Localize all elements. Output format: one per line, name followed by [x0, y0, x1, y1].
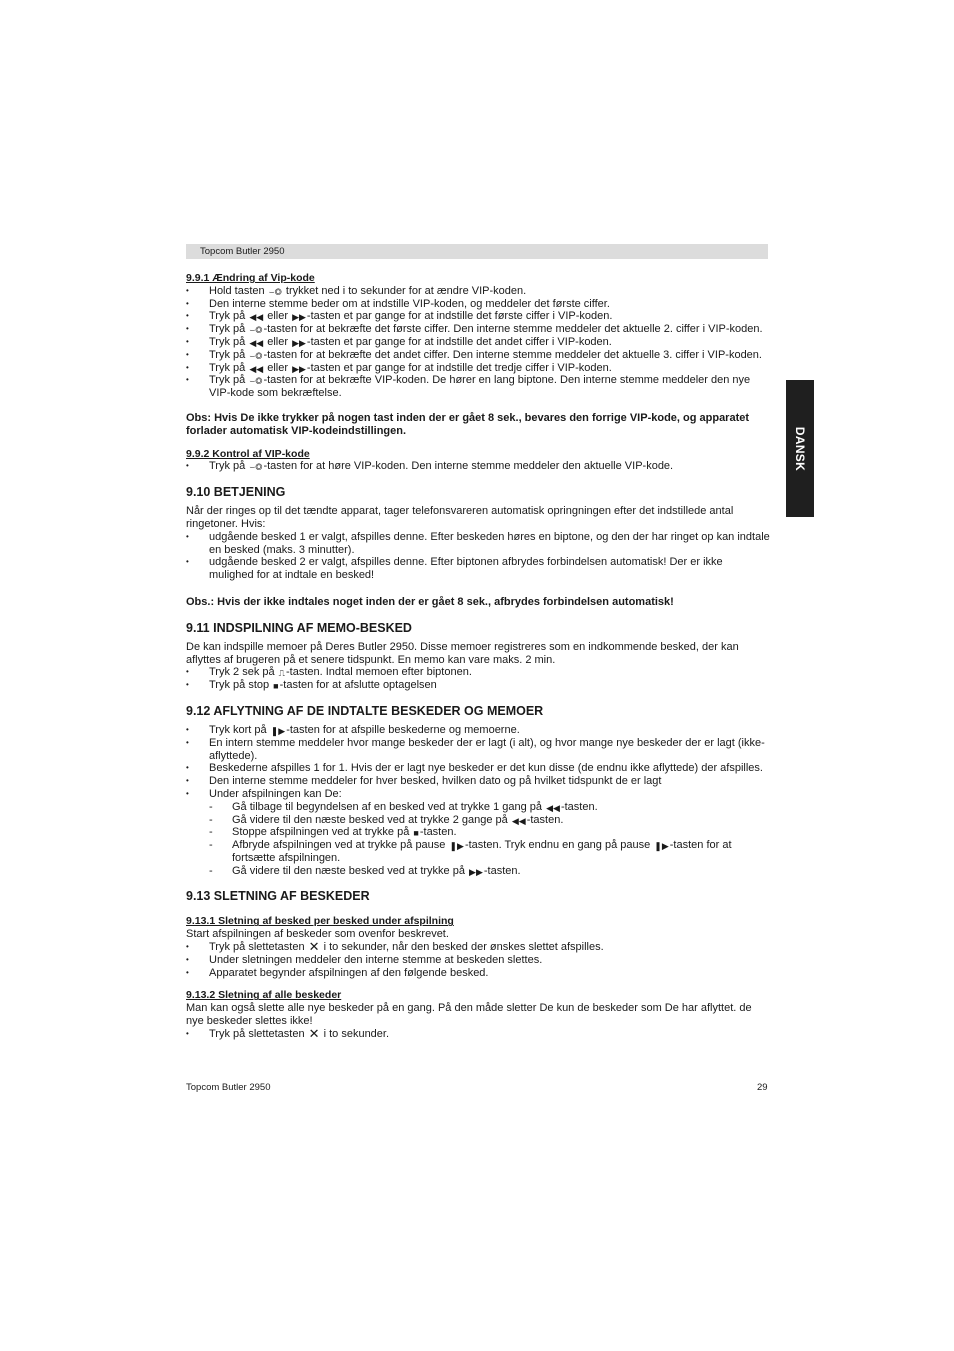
vip-key-icon: ⌣◎: [249, 376, 263, 387]
section-9-13-2-intro: Man kan også slette alle nye beskeder på en gang. På den måde sletter De kun de beskeder som De har aflyttet. de nye beskeder slettes ikke!: [186, 1002, 752, 1028]
list-item: • Apparatet begynder afspilningen af den følgende besked.: [186, 967, 770, 980]
memo-key-icon: ⎍: [278, 668, 285, 679]
section-9-11-title: 9.11 INDSPILNING AF MEMO-BESKED: [186, 620, 412, 635]
delete-icon: ✕: [308, 939, 320, 955]
list-item: • udgående besked 1 er valgt, afspilles denne. Efter beskeden høres en biptone, og den der har ringet op kan indtale en besked (maks. 3 minutter).: [186, 531, 770, 557]
list-item: - Gå videre til den næste besked ved at trykke 2 gange på ◀◀-tasten.: [209, 814, 770, 827]
rewind-icon: ◀◀: [511, 815, 526, 826]
list-item: • Under afspilningen kan De:: [186, 788, 770, 801]
fast-forward-icon: ▶▶: [292, 312, 306, 323]
section-9-10-title: 9.10 BETJENING: [186, 485, 286, 500]
vip-key-icon: ⌣◎: [268, 286, 282, 297]
fast-forward-icon: ▶▶: [469, 866, 483, 877]
list-item: • Den interne stemme meddeler for hver besked, hvilken dato og på hvilket tidspunkt de er lagt: [186, 775, 770, 788]
play-pause-icon: ❚▶: [270, 725, 286, 736]
section-9-9-2-title: 9.9.2 Kontrol af VIP-kode: [186, 447, 310, 460]
list-item: • Tryk på ◀◀ eller ▶▶-tasten et par gange for at indstille det andet ciffer i VIP-koden.: [186, 336, 770, 349]
stop-icon: ■: [273, 681, 279, 692]
stop-icon: ■: [413, 828, 419, 839]
header-bar: [186, 244, 768, 259]
section-9-13-2-title: 9.13.2 Sletning af alle beskeder: [186, 989, 342, 1002]
fast-forward-icon: ▶▶: [292, 337, 306, 348]
vip-key-icon: ⌣◎: [249, 462, 263, 473]
section-9-13-1-intro: Start afspilningen af beskeder som ovenfor beskrevet.: [186, 928, 449, 941]
list-item: • Hold tasten ⌣◎ trykket ned i to sekunder for at ændre VIP-koden.: [186, 285, 770, 298]
list-item: - Gå tilbage til begyndelsen af en besked ved at trykke 1 gang på ◀◀-tasten.: [209, 801, 770, 814]
header-title: Topcom Butler 2950: [200, 246, 285, 257]
delete-icon: ✕: [308, 1025, 320, 1041]
vip-key-icon: ⌣◎: [249, 350, 263, 361]
section-9-12-sublist: [186, 801, 770, 878]
list-item: • Tryk på ⌣◎-tasten for at bekræfte det første ciffer. Den interne stemme meddeler det aktuelle 2. ciffer i VIP-koden.: [186, 323, 770, 336]
section-9-13-1-title: 9.13.1 Sletning af besked per besked under afspilning: [186, 915, 454, 928]
section-9-13-1-list: [186, 941, 770, 979]
list-item: • Tryk på ⌣◎-tasten for at bekræfte VIP-koden. De hører en lang biptone. Den interne stemme meddeler den nye VIP-kode som bekræftelse.: [186, 374, 770, 400]
page-number: 29: [757, 1082, 768, 1093]
list-item: • Tryk på slettetasten ✕ i to sekunder, når den besked der ønskes slettet afspilles.: [186, 941, 770, 954]
list-item: • Tryk på stop ■-tasten for at afslutte optagelsen: [186, 679, 770, 692]
section-9-10-list: [186, 531, 770, 582]
section-9-13-2-list: [186, 1025, 770, 1041]
rewind-icon: ◀◀: [249, 363, 264, 374]
list-item: • Tryk på ⌣◎-tasten for at høre VIP-koden. Den interne stemme meddeler den aktuelle VIP-kode.: [186, 460, 770, 473]
section-9-13-title: 9.13 SLETNING AF BESKEDER: [186, 889, 370, 904]
list-item: • Tryk kort på ❚▶-tasten for at afspille beskederne og memoerne.: [186, 724, 770, 737]
list-item: • Tryk på ◀◀ eller ▶▶-tasten et par gange for at indstille det første ciffer i VIP-koden.: [186, 310, 770, 323]
section-9-9-1-title: 9.9.1 Ændring af Vip-kode: [186, 272, 315, 284]
section-9-9-2-list: [186, 460, 770, 473]
section-9-9-1-list: [186, 285, 770, 400]
language-tab-label: DANSK: [793, 426, 807, 471]
section-9-12-title: 9.12 AFLYTNING AF DE INDTALTE BESKEDER OG MEMOER: [186, 703, 544, 718]
footer-title: Topcom Butler 2950: [186, 1082, 271, 1093]
section-9-9-1-note: Obs: Hvis De ikke trykker på nogen tast inden der er gået 8 sek., bevares den forrige VIP-kode, og apparatet forlader automatisk VIP-kodeindstillingen.: [186, 411, 750, 437]
rewind-icon: ◀◀: [546, 802, 560, 813]
fast-forward-icon: ▶▶: [292, 363, 306, 374]
rewind-icon: ◀◀: [249, 312, 264, 323]
section-9-12-list: [186, 724, 770, 801]
list-item: • En intern stemme meddeler hvor mange beskeder der er lagt (i alt), og hvor mange nye beskeder der er lagt (ikke-aflyttede).: [186, 737, 770, 763]
list-item: • udgående besked 2 er valgt, afspilles denne. Efter biptonen afbrydes forbindelsen automatisk! Der er ikke mulighed for at indtale en besked!: [186, 556, 770, 582]
language-tab: [786, 380, 814, 517]
list-item: • Tryk på ◀◀ eller ▶▶-tasten et par gange for at indstille det tredje ciffer i VIP-koden.: [186, 362, 770, 375]
section-9-10-intro: Når der ringes op til det tændte apparat, tager telefonsvareren automatisk opringningen efter det indstillede antal ringetoner. Hvis:: [186, 505, 734, 530]
section-9-11-list: [186, 666, 770, 692]
list-item: • Tryk 2 sek på ⎍-tasten. Indtal memoen efter biptonen.: [186, 666, 770, 679]
vip-key-icon: ⌣◎: [249, 325, 263, 336]
play-pause-icon: ❚▶: [449, 841, 464, 852]
list-item: • Tryk på ⌣◎-tasten for at bekræfte det andet ciffer. Den interne stemme meddeler det aktuelle 3. ciffer i VIP-koden.: [186, 349, 770, 362]
list-item: • Den interne stemme beder om at indstille VIP-koden, og meddeler det første ciffer.: [186, 298, 770, 311]
play-pause-icon: ❚▶: [654, 841, 669, 852]
section-9-10-note: Obs.: Hvis der ikke indtales noget inden der er gået 8 sek., afbrydes forbindelsen automatisk!: [186, 595, 674, 608]
list-item: - Afbryde afspilningen ved at trykke på pause ❚▶-tasten. Tryk endnu en gang på pause ❚▶-tasten for at fortsætte afspilningen.: [209, 839, 770, 865]
list-item: • Tryk på slettetasten ✕ i to sekunder.: [186, 1028, 770, 1041]
page-content: [186, 272, 770, 1041]
rewind-icon: ◀◀: [249, 337, 264, 348]
list-item: - Gå videre til den næste besked ved at trykke på ▶▶-tasten.: [209, 865, 770, 878]
section-9-11-intro: De kan indspille memoer på Deres Butler 2950. Disse memoer registreres som en indkommende besked, der kan aflyttes af brugeren på et senere tidspunkt. En memo kan vare maks. 2 min.: [186, 640, 739, 666]
list-item: - Stoppe afspilningen ved at trykke på ■-tasten.: [209, 826, 770, 839]
list-item: • Beskederne afspilles 1 for 1. Hvis der er lagt nye beskeder er det kun disse (de endnu ikke aflyttede) der afspilles.: [186, 762, 770, 775]
list-item: • Under sletningen meddeler den interne stemme at beskeden slettes.: [186, 954, 770, 967]
